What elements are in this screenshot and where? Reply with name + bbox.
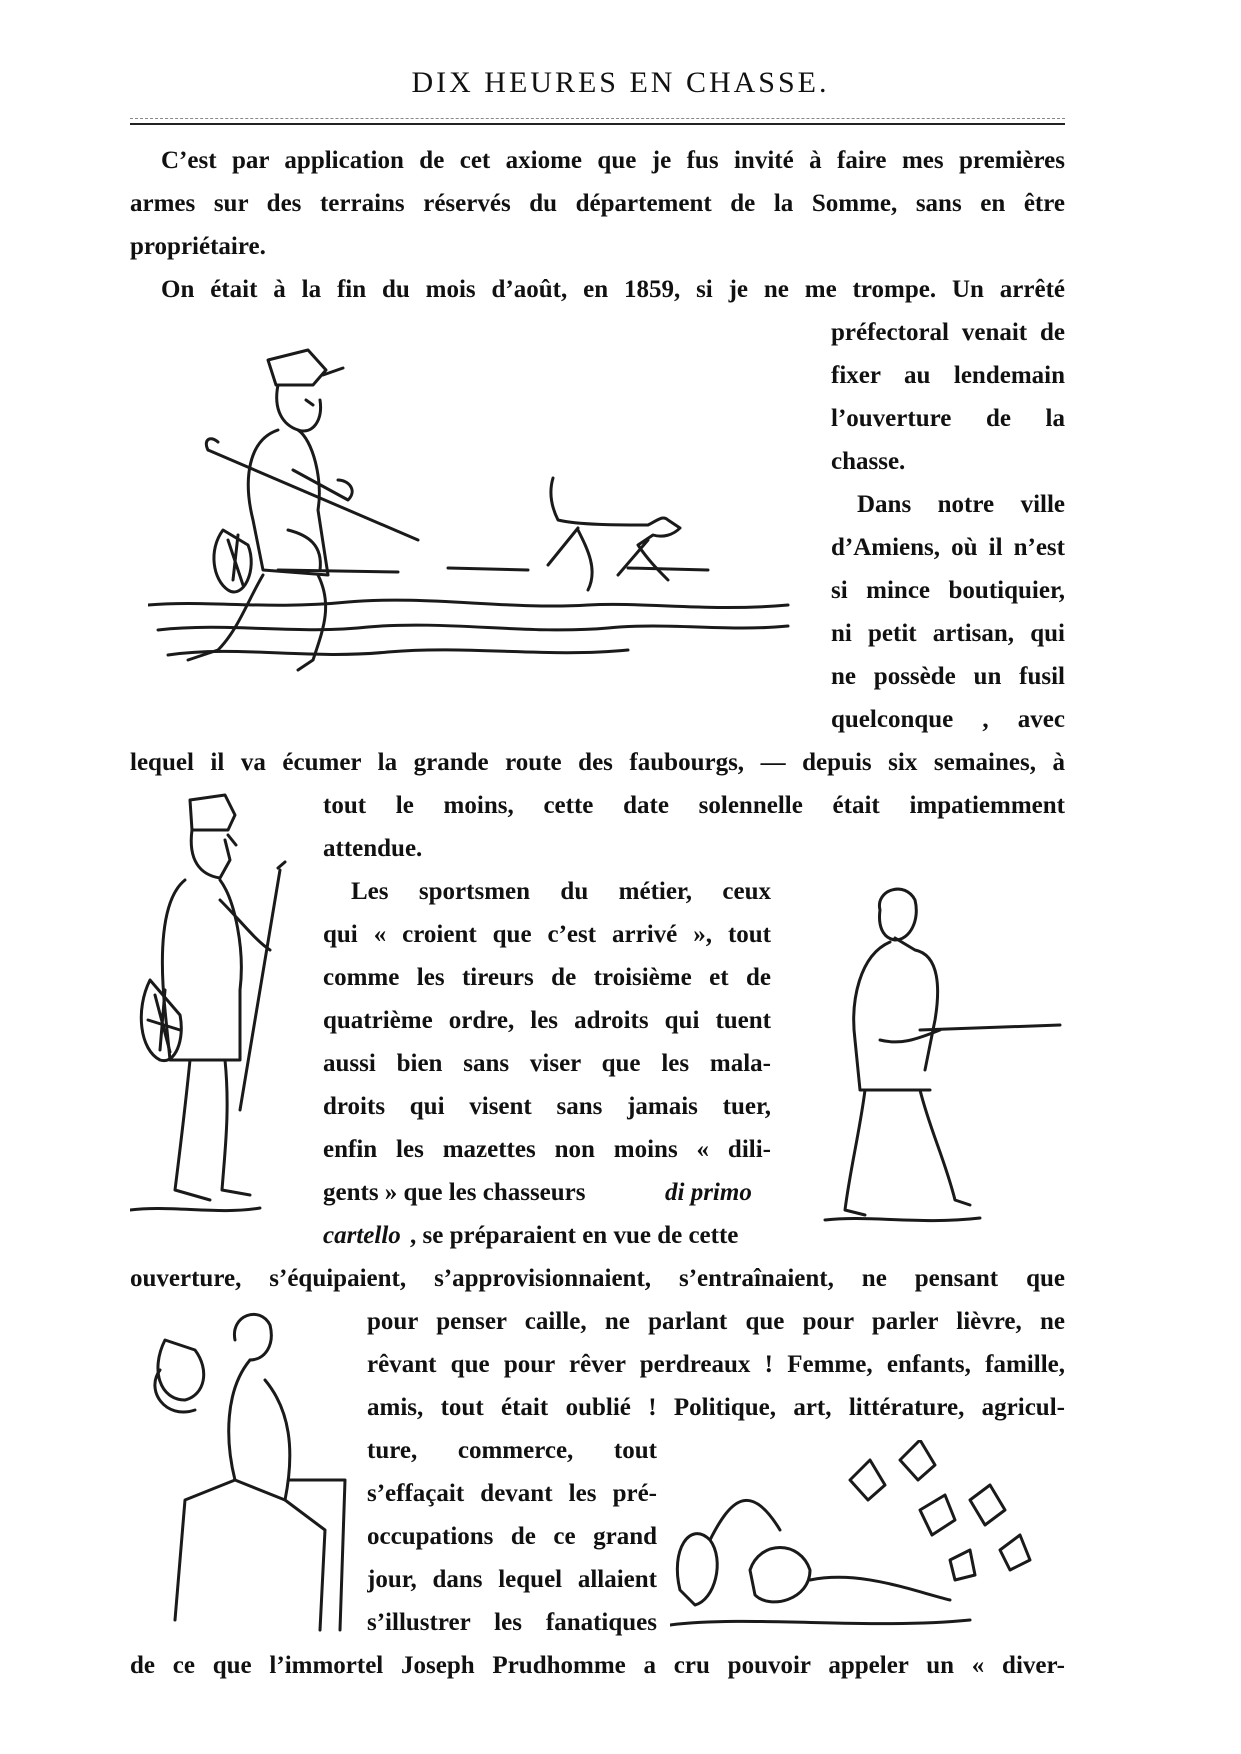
text-line: amis, tout était oublié ! Politique, art, littérature, agricul- (367, 1394, 1065, 1421)
text-line: rêvant que pour rêver perdreaux ! Femme, enfants, famille, (367, 1351, 1065, 1378)
text-line: , se préparaient en vue de cette (410, 1222, 739, 1249)
text-line: si mince boutiquier, (831, 577, 1065, 604)
text-line: lequel il va écumer la grande route des faubourgs, — depuis six semaines, à (130, 749, 1065, 776)
text-line: aussi bien sans viser que les mala- (323, 1050, 771, 1077)
text-line: pour penser caille, ne parlant que pour parler lièvre, ne (367, 1308, 1065, 1335)
text-line: tout le moins, cette date solennelle était impatiemment (323, 792, 1065, 819)
text-line: s’effaçait devant les pré- (367, 1480, 657, 1507)
header-rule-dashed (130, 118, 1065, 119)
text-line: qui « croient que c’est arrivé », tout (323, 921, 771, 948)
text-line: Dans notre ville (857, 491, 1065, 518)
text-line: armes sur des terrains réservés du département de la Somme, sans en être (130, 190, 1065, 217)
text-line: occupations de ce grand (367, 1523, 657, 1550)
man-loading-gun-illustration (820, 880, 1065, 1230)
text-line: On était à la fin du mois d’août, en 1859, si je ne me trompe. Un arrêté (161, 276, 1065, 303)
dreaming-sleeper-illustration (670, 1440, 1060, 1640)
header-rule (130, 123, 1065, 125)
text-line: ni petit artisan, qui (831, 620, 1065, 647)
text-line: comme les tireurs de troisième et de (323, 964, 771, 991)
text-line-italic: cartello (323, 1222, 401, 1249)
text-line: d’Amiens, où il n’est (831, 534, 1065, 561)
text-line: ouverture, s’équipaient, s’approvisionnaient, s’entraînaient, ne pensant que (130, 1265, 1065, 1292)
text-line: Les sportsmen du métier, ceux (351, 878, 771, 905)
text-line: ture, commerce, tout (367, 1437, 657, 1464)
text-line: attendue. (323, 835, 423, 862)
seated-man-drinking-illustration (135, 1300, 355, 1640)
text-line: jour, dans lequel allaient (367, 1566, 657, 1593)
text-line: chasse. (831, 448, 906, 475)
text-line: ne possède un fusil (831, 663, 1065, 690)
text-line: s’illustrer les fanatiques (367, 1609, 657, 1636)
hunter-with-gamebag-illustration (130, 790, 310, 1230)
text-line: quatrième ordre, les adroits qui tuent (323, 1007, 771, 1034)
text-line: C’est par application de cet axiome que je fus invité à faire mes premières (161, 147, 1065, 174)
running-head: DIX HEURES EN CHASSE. (411, 66, 830, 99)
text-line: enfin les mazettes non moins « dili- (323, 1136, 771, 1163)
text-line: quelconque , avec (831, 706, 1065, 733)
text-line-italic: di primo (665, 1179, 752, 1206)
text-line: fixer au lendemain (831, 362, 1065, 389)
text-line: droits qui visent sans jamais tuer, (323, 1093, 771, 1120)
text-line: l’ouverture de la (831, 405, 1065, 432)
text-line: gents » que les chasseurs (323, 1179, 586, 1206)
hunter-and-dog-illustration (148, 330, 808, 710)
text-line: préfectoral venait de (831, 319, 1065, 346)
text-line: propriétaire. (130, 233, 266, 260)
text-line: de ce que l’immortel Joseph Prudhomme a cru pouvoir appeler un « diver- (130, 1652, 1065, 1679)
